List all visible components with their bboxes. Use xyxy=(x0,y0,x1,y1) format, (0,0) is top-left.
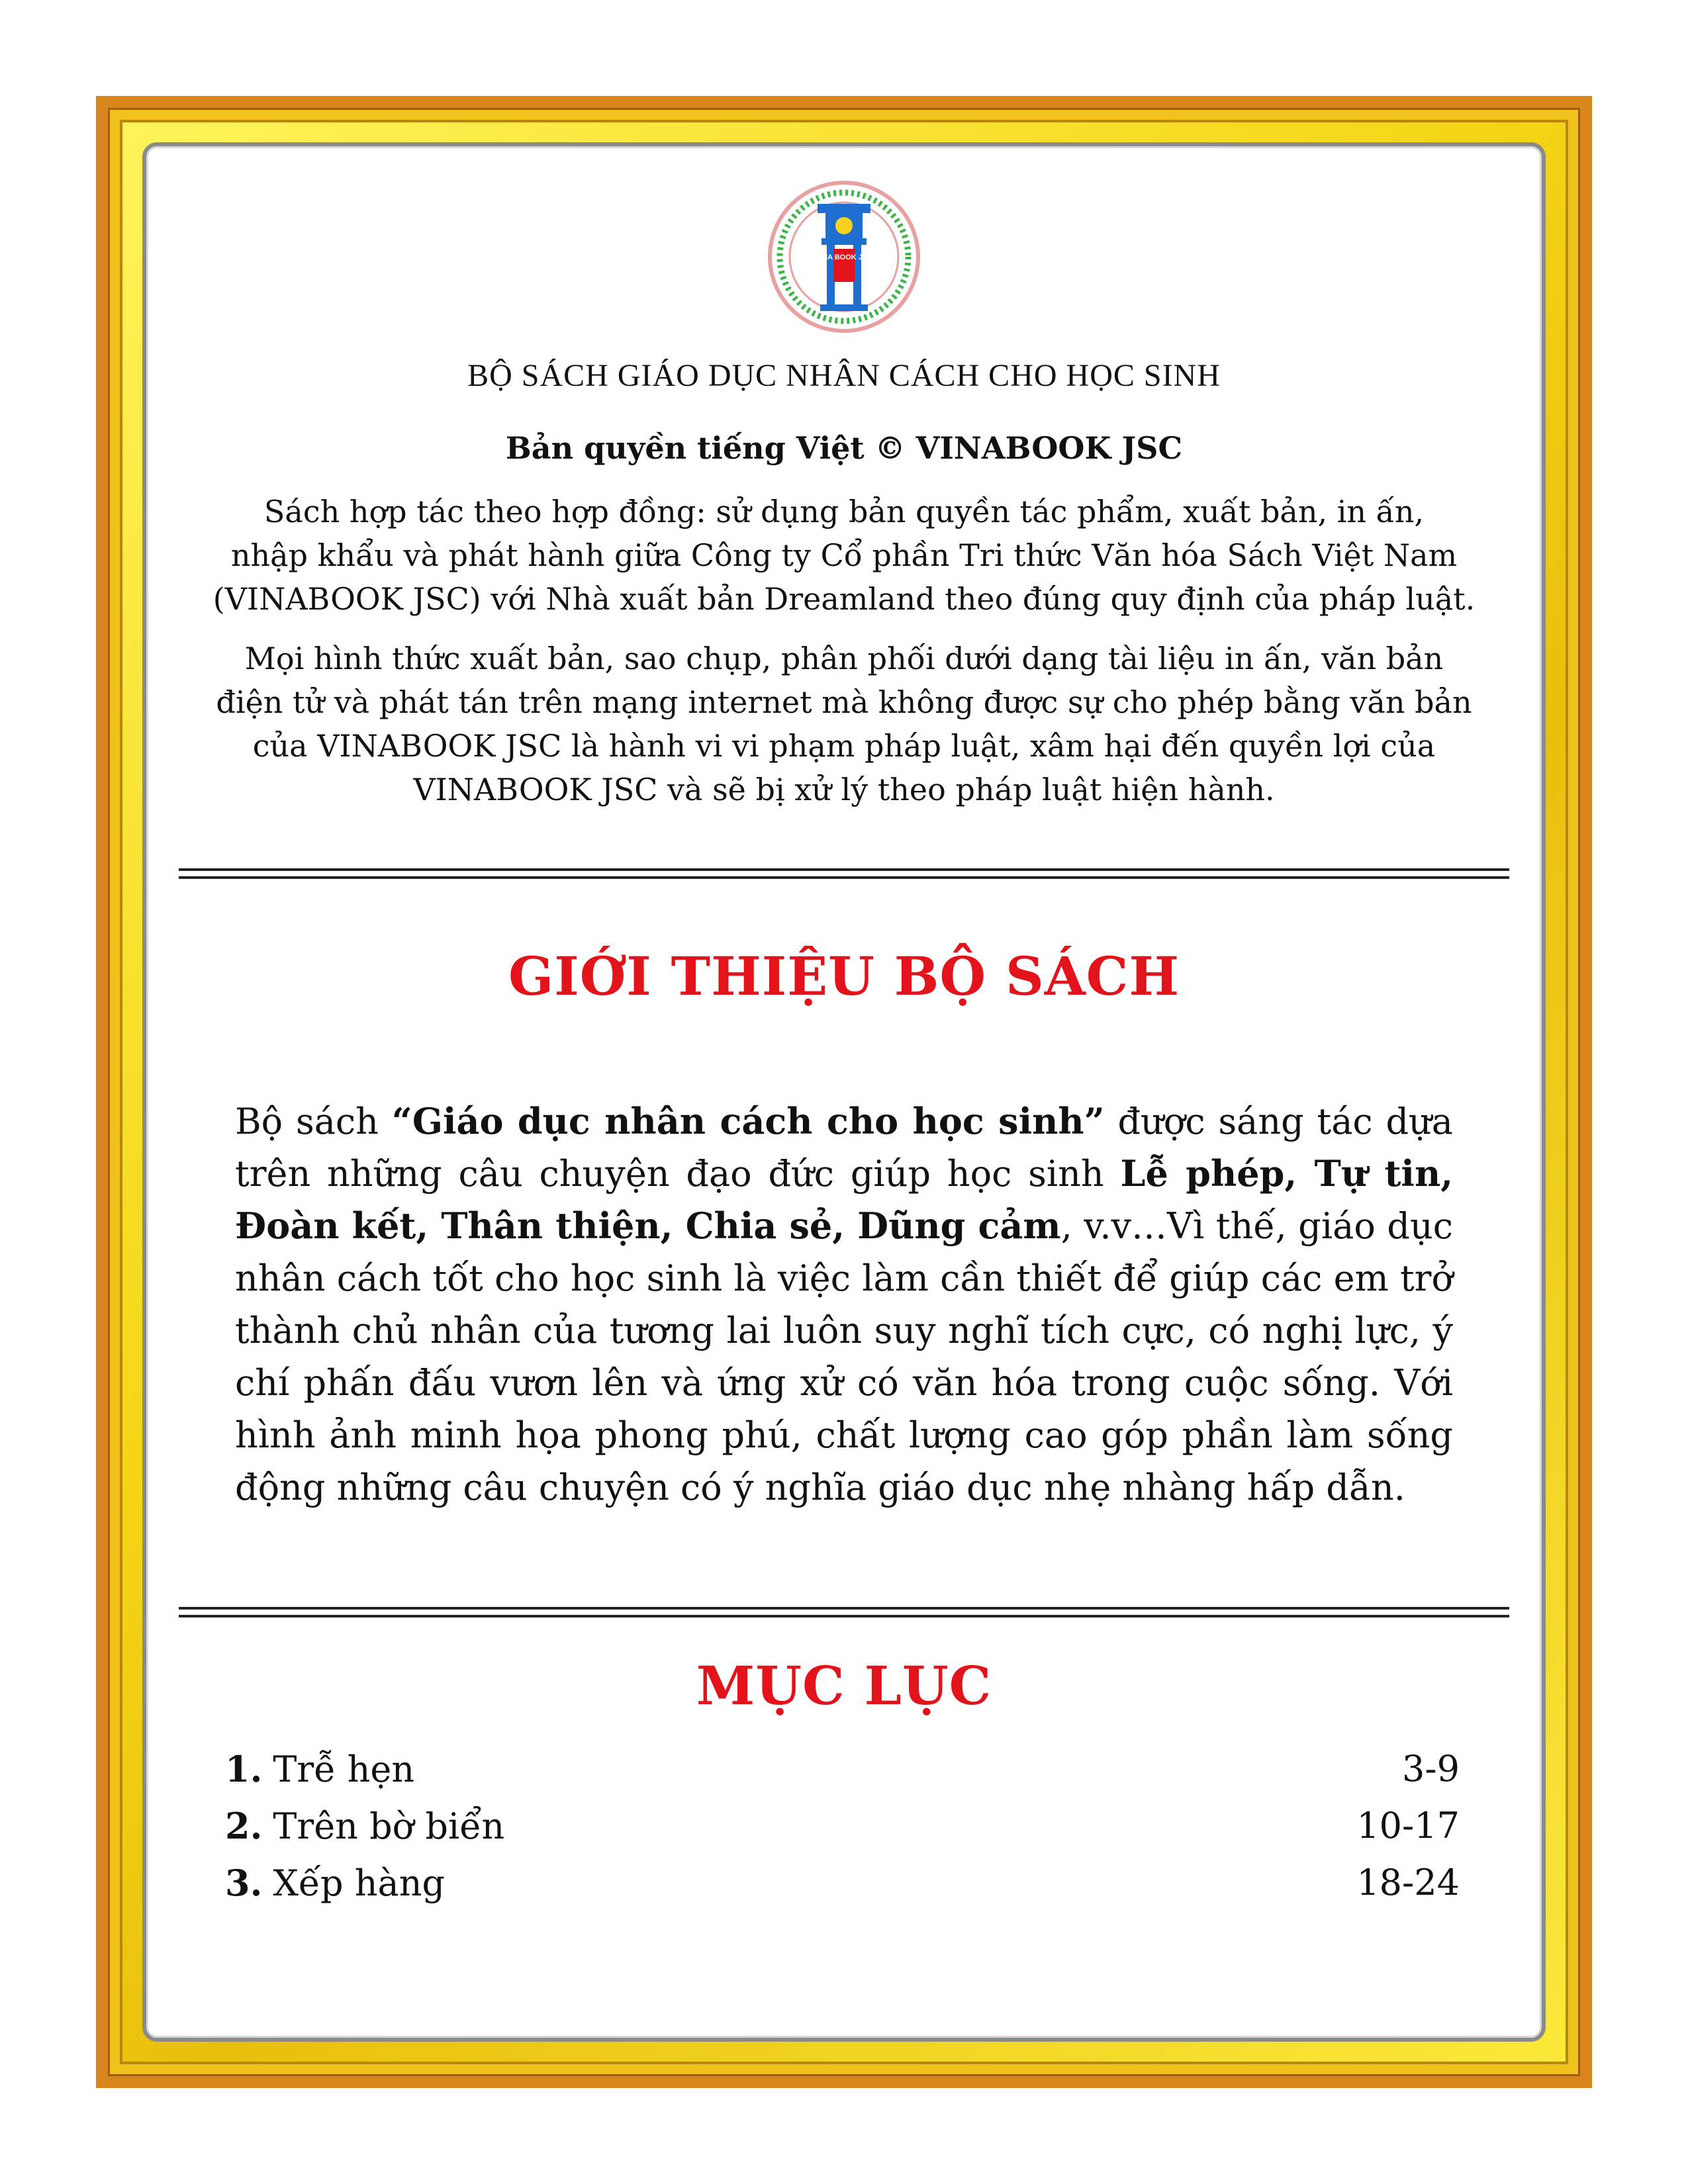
tower-base xyxy=(820,304,868,311)
paragraph-line: Mọi hình thức xuất bản, sao chụp, phân phối dưới dạng tài liệu in ấn, văn bản xyxy=(244,641,1444,676)
tower-roof xyxy=(818,204,870,213)
brand-text: VINA BOOK JSC xyxy=(815,253,873,261)
paragraph-line: của VINABOOK JSC là hành vi vi phạm pháp luật, xâm hại đến quyền lợi của xyxy=(252,728,1436,764)
paragraph-line: (VINABOOK JSC) với Nhà xuất bản Dreamland theo đúng quy định của pháp luật. xyxy=(212,581,1476,617)
intro-series-name: “Giáo dục nhân cách cho học sinh” xyxy=(391,1100,1105,1142)
sun-icon xyxy=(835,217,853,234)
toc-heading: MỤC LỤC xyxy=(696,1655,992,1717)
toc-item xyxy=(225,1854,1460,1911)
intro-virtues: Lễ phép, Tự tin, Đoàn kết, Thân thiện, Chia sẻ, Dũng cảm xyxy=(235,1152,1453,1247)
toc-item xyxy=(225,1741,1460,1797)
toc-number: 1. xyxy=(225,1748,263,1790)
copyright-line: Bản quyền tiếng Việt © VINABOOK JSC xyxy=(505,430,1183,466)
intro-heading: GIỚI THIỆU BỘ SÁCH xyxy=(508,945,1180,1007)
toc-title: Trên bờ biển xyxy=(273,1805,505,1847)
intro-text: , v.v…Vì thế, giáo dục nhân cách tốt cho học sinh là việc làm cần thiết để giúp các em trở thành chủ nhân của tương lai luôn suy nghĩ tích cực, có nghị lực, ý chí phấn đấu vươn lên và ứng xử có văn hóa trong cuộc sống. Với hình ảnh minh họa phong phú, chất lượng cao góp phần làm sống động những câu chuyện có ý nghĩa giáo dục nhẹ nhàng hấp dẫn. xyxy=(235,1205,1453,1508)
paragraph-line: điện tử và phát tán trên mạng internet mà không được sự cho phép bằng văn bản xyxy=(216,684,1472,720)
intro-text: được sáng tác dựa trên những câu chuyện đạo đức giúp học sinh xyxy=(235,1101,1453,1195)
toc-item xyxy=(225,1797,1460,1854)
double-rule-divider xyxy=(179,1607,1509,1617)
toc-number: 3. xyxy=(225,1862,263,1904)
toc-number: 2. xyxy=(225,1805,263,1847)
series-title: BỘ SÁCH GIÁO DỤC NHÂN CÁCH CHO HỌC SINH xyxy=(467,358,1221,393)
vinabook-seal-icon xyxy=(765,177,923,336)
paragraph-line: nhập khẩu và phát hành giữa Công ty Cổ phần Tri thức Văn hóa Sách Việt Nam xyxy=(230,537,1458,573)
double-rule-divider xyxy=(179,868,1509,879)
toc-entry xyxy=(225,1854,445,1911)
tower-ledge xyxy=(821,238,867,245)
intro-paragraph xyxy=(235,1095,1453,1514)
toc-pages: 3-9 xyxy=(1402,1748,1460,1790)
toc-pages: 18-24 xyxy=(1356,1862,1460,1903)
toc-entry xyxy=(225,1797,504,1854)
toc-pages: 10-17 xyxy=(1356,1805,1460,1846)
rights-paragraph xyxy=(199,637,1489,811)
toc-entry xyxy=(225,1741,414,1797)
paragraph-line: Sách hợp tác theo hợp đồng: sử dụng bản quyền tác phẩm, xuất bản, in ấn, xyxy=(263,494,1425,529)
paragraph-line: VINABOOK JSC và sẽ bị xử lý theo pháp luật hiện hành. xyxy=(413,772,1275,807)
cooperation-paragraph xyxy=(199,490,1489,621)
toc-title: Trễ hẹn xyxy=(273,1749,415,1790)
toc-title: Xếp hàng xyxy=(273,1862,445,1904)
intro-text: Bộ sách xyxy=(235,1101,392,1142)
table-of-contents xyxy=(225,1741,1460,1911)
